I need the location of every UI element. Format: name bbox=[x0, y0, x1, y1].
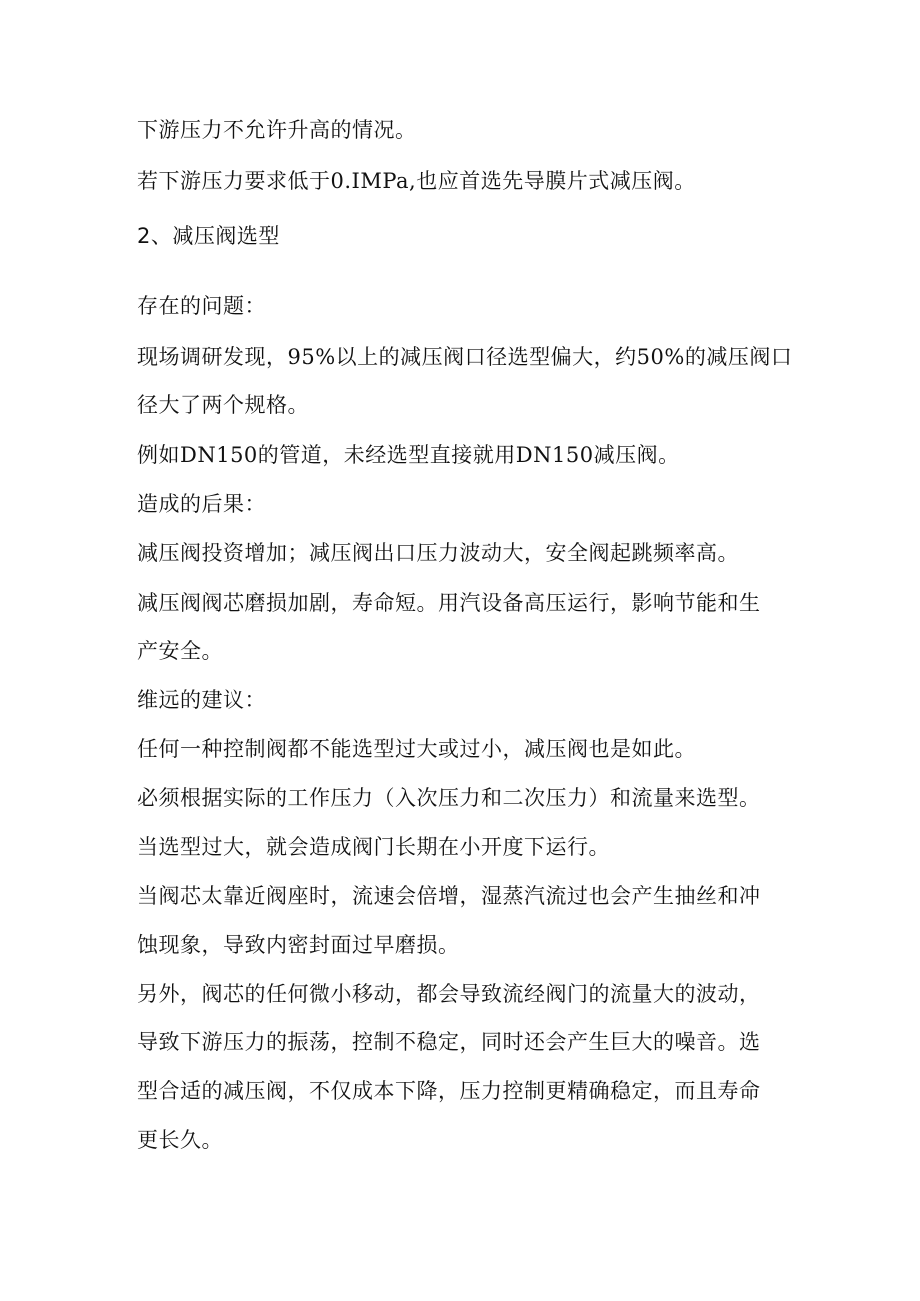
text-line-fluctuation-cont: 导致下游压力的振荡，控制不稳定，同时还会产生巨大的噪音。选 bbox=[137, 1030, 761, 1054]
text-line-oversize-effect: 当选型过大，就会造成阀门长期在小开度下运行。 bbox=[137, 835, 610, 859]
text-line-erosion: 当阀芯太靠近阀座时，流速会倍增，湿蒸汽流过也会产生抽丝和冲 bbox=[137, 884, 761, 908]
text-line-proper-selection-cont: 更长久。 bbox=[137, 1128, 223, 1152]
text-line-downstream-pressure: 下游压力不允许升高的情况。 bbox=[137, 118, 417, 142]
text-line-low-pressure-recommendation: 若下游压力要求低于0.IMPa,也应首选先导膜片式减压阀。 bbox=[137, 169, 696, 193]
text-line-survey-finding: 现场调研发现，95%以上的减压阀口径选型偏大，约50%的减压阀口 bbox=[137, 345, 793, 369]
section-heading-valve-selection: 2、减压阀选型 bbox=[137, 224, 280, 248]
text-line-erosion-cont: 蚀现象，导致内密封面过早磨损。 bbox=[137, 933, 460, 957]
subheading-problems: 存在的问题： bbox=[137, 294, 266, 318]
text-line-consequence-2: 减压阀阀芯磨损加剧，寿命短。用汽设备高压运行，影响节能和生 bbox=[137, 591, 761, 615]
text-line-proper-selection: 型合适的减压阀，不仅成本下降，压力控制更精确稳定，而且寿命 bbox=[137, 1079, 761, 1103]
text-line-recommendation-2: 必须根据实际的工作压力（入次压力和二次压力）和流量来选型。 bbox=[137, 786, 761, 810]
text-line-example: 例如DN150的管道，未经选型直接就用DN150减压阀。 bbox=[137, 443, 680, 467]
text-line-survey-finding-cont: 径大了两个规格。 bbox=[137, 393, 309, 417]
subheading-recommendations: 维远的建议： bbox=[137, 688, 266, 712]
subheading-consequences: 造成的后果： bbox=[137, 492, 266, 516]
text-line-fluctuation: 另外，阀芯的任何微小移动，都会导致流经阀门的流量大的波动， bbox=[137, 982, 761, 1006]
text-line-recommendation-1: 任何一种控制阀都不能选型过大或过小，减压阀也是如此。 bbox=[137, 737, 696, 761]
text-line-consequence-2-cont: 产安全。 bbox=[137, 639, 223, 663]
text-line-consequence-1: 减压阀投资增加；减压阀出口压力波动大，安全阀起跳频率高。 bbox=[137, 541, 739, 565]
